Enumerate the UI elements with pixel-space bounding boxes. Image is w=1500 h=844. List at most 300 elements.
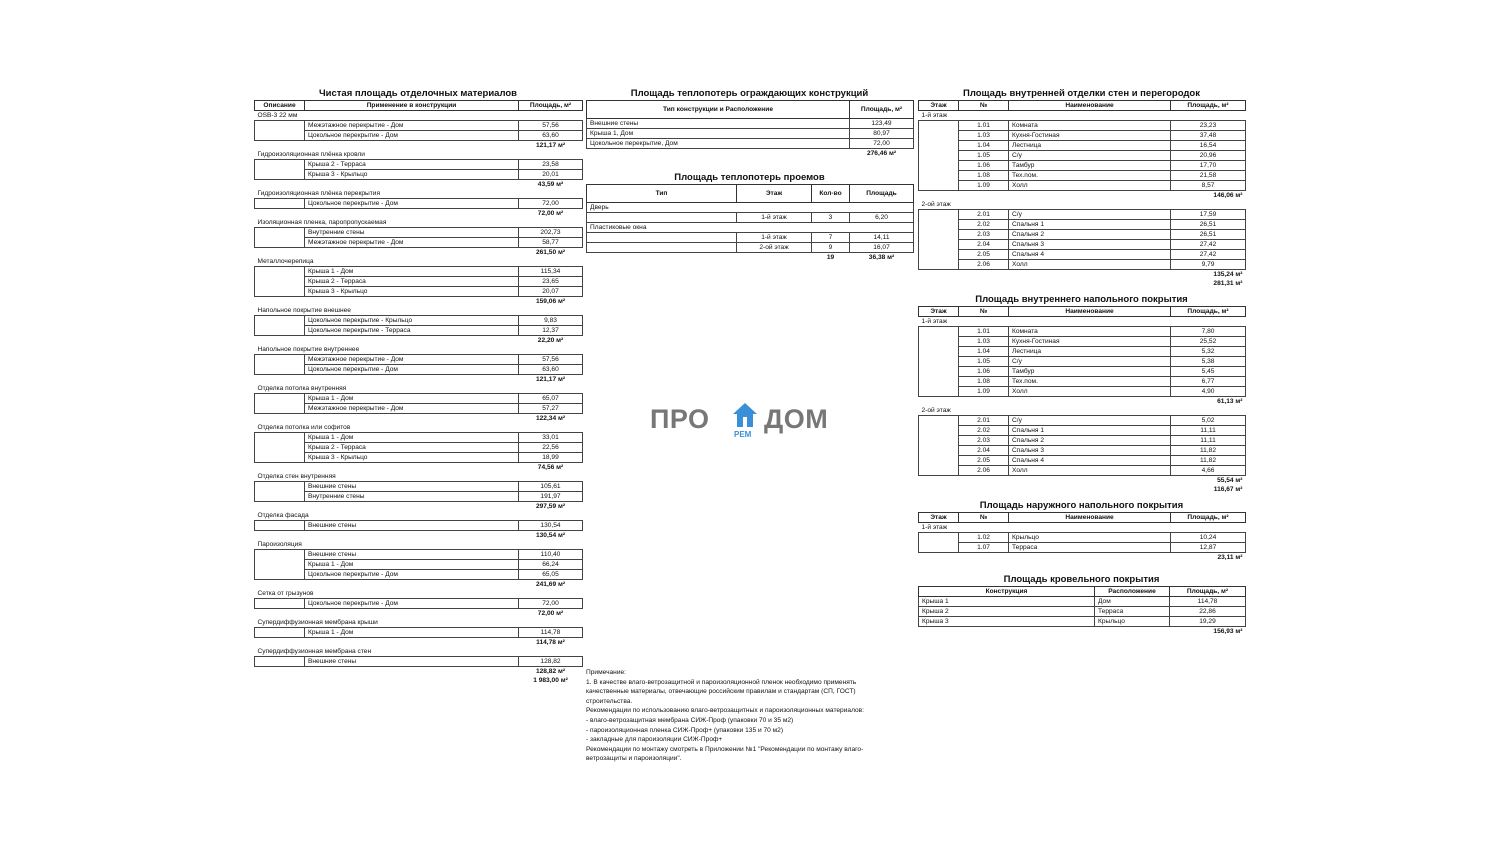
area-cell: 17,59 xyxy=(1171,210,1246,220)
area-cell: 5,32 xyxy=(1171,347,1246,357)
blank-cell xyxy=(255,228,305,238)
table-row xyxy=(587,213,914,223)
usage-cell: Цокольное перекрытие - Дом xyxy=(305,365,519,375)
blank-cell xyxy=(919,210,959,220)
table-row xyxy=(255,628,583,638)
usage-cell: Цокольное перекрытие - Дом xyxy=(305,199,519,209)
room-number: 1.09 xyxy=(959,387,1009,397)
area-cell: 202,73 xyxy=(519,228,583,238)
group-total-row xyxy=(255,180,583,190)
area-cell: 110,40 xyxy=(519,550,583,560)
room-name: Спальня 2 xyxy=(1009,436,1171,446)
area-cell: 114,78 xyxy=(1170,597,1246,607)
floor-total: 55,54 м² xyxy=(1217,477,1243,484)
blank-cell xyxy=(919,220,959,230)
material-name: Пароизоляция xyxy=(257,541,302,548)
opening-type: Пластиковые окна xyxy=(587,223,914,233)
usage-cell: Внешние стены xyxy=(305,482,519,492)
material-group xyxy=(255,111,583,121)
material-group xyxy=(255,589,583,599)
house-icon xyxy=(732,402,758,428)
room-number: 2.06 xyxy=(959,260,1009,270)
table-row xyxy=(255,453,583,463)
table-row xyxy=(587,233,914,243)
area-cell: 5,02 xyxy=(1171,416,1246,426)
group-total-row xyxy=(255,531,583,541)
usage-cell: Крыша 1 - Дом xyxy=(305,628,519,638)
blank-cell xyxy=(919,230,959,240)
area-cell: 19,29 xyxy=(1170,617,1246,627)
usage-cell: Внутренние стены xyxy=(305,492,519,502)
table-row xyxy=(255,404,583,414)
roof-title: Площадь кровельного покрытия xyxy=(1003,574,1160,585)
room-number: 2.04 xyxy=(959,240,1009,250)
construction-cell: Крыша 2 xyxy=(919,607,1095,617)
floor-group xyxy=(919,406,1246,416)
material-group xyxy=(255,345,583,355)
blank-cell xyxy=(255,160,305,170)
material-name: Отделка потолка внутренняя xyxy=(257,385,347,392)
materials-section xyxy=(254,88,582,685)
prodom-logo xyxy=(650,402,850,442)
area-cell: 20,07 xyxy=(519,287,583,297)
column-header: Площадь, м² xyxy=(1171,101,1246,111)
materials-table xyxy=(254,100,583,685)
note-line: - пароизоляционная пленка СИЖ-Проф+ (упаковки 135 и 70 м2) xyxy=(586,726,784,734)
table-row xyxy=(255,238,583,248)
blank-cell xyxy=(919,161,959,171)
floor-total: 146,06 м² xyxy=(1213,192,1243,199)
room-number: 2.02 xyxy=(959,426,1009,436)
room-number: 2.03 xyxy=(959,436,1009,446)
area-cell: 27,42 xyxy=(1171,250,1246,260)
blank-cell xyxy=(255,394,305,404)
area-cell: 80,97 xyxy=(850,129,914,139)
blank-cell xyxy=(255,628,305,638)
material-group xyxy=(255,189,583,199)
material-group xyxy=(255,647,583,657)
construction-cell: Крыша 3 xyxy=(919,617,1095,627)
room-name: Холл xyxy=(1009,260,1171,270)
table-row xyxy=(919,151,1246,161)
room-number: 1.05 xyxy=(959,151,1009,161)
area-cell: 22,56 xyxy=(519,443,583,453)
area-cell: 20,01 xyxy=(519,170,583,180)
area-cell: 7,80 xyxy=(1171,327,1246,337)
column-header: Площадь, м² xyxy=(850,101,914,119)
column-header: Расположение xyxy=(1095,587,1170,597)
blank-cell xyxy=(255,170,305,180)
table-row xyxy=(255,570,583,580)
table-row xyxy=(255,326,583,336)
note-line: - закладные для пароизоляции СИЖ-Проф+ xyxy=(586,736,723,744)
table-row xyxy=(255,443,583,453)
blank-cell xyxy=(919,347,959,357)
grand-total-row xyxy=(919,279,1246,288)
group-total: 122,34 м² xyxy=(535,415,566,422)
grand-total: 23,11 м² xyxy=(1217,554,1243,561)
floor-total: 61,13 м² xyxy=(1217,398,1243,405)
table-row xyxy=(587,139,914,149)
room-number: 1.08 xyxy=(959,377,1009,387)
room-number: 1.06 xyxy=(959,161,1009,171)
group-total: 128,82 м² xyxy=(535,668,566,675)
blank-cell xyxy=(255,365,305,375)
table-row xyxy=(919,387,1246,397)
column-header: Применение в конструкции xyxy=(305,101,519,111)
walls-title: Площадь внутренней отделки стен и перегородок xyxy=(963,88,1200,99)
room-name: Тех.пом. xyxy=(1009,171,1171,181)
material-group xyxy=(255,306,583,316)
column-header: Площадь, м² xyxy=(1171,513,1246,523)
material-name: Гидроизоляционная плёнка кровли xyxy=(257,151,365,158)
room-number: 2.03 xyxy=(959,230,1009,240)
blank-cell xyxy=(919,141,959,151)
table-row xyxy=(919,240,1246,250)
table-row xyxy=(919,466,1246,476)
column-header: Этаж xyxy=(919,513,959,523)
material-name: Отделка стен внутренняя xyxy=(257,473,336,480)
area-cell: 128,82 xyxy=(519,657,583,667)
floor-total: 135,24 м² xyxy=(1213,271,1243,278)
area-cell: 63,60 xyxy=(519,131,583,141)
material-name: Напольное покрытие внешнее xyxy=(257,307,351,314)
room-number: 2.05 xyxy=(959,250,1009,260)
heatloss-title: Площадь теплопотерь ограждающих конструкций xyxy=(630,88,869,99)
blank-cell xyxy=(255,482,305,492)
usage-cell: Крыша 2 - Терраса xyxy=(305,277,519,287)
usage-cell: Цокольное перекрытие - Терраса xyxy=(305,326,519,336)
table-row xyxy=(255,599,583,609)
blank-cell xyxy=(919,416,959,426)
material-name: Изоляционная пленка, паропропускаемая xyxy=(257,219,387,226)
column-header: Площадь, м² xyxy=(1171,307,1246,317)
location-cell: Крыльцо xyxy=(1095,617,1170,627)
table-row xyxy=(919,337,1246,347)
table-row xyxy=(919,533,1246,543)
room-name: Лестница xyxy=(1009,347,1171,357)
construction-cell: Внешние стены xyxy=(587,119,850,129)
area-cell: 37,48 xyxy=(1171,131,1246,141)
blank-cell xyxy=(919,436,959,446)
materials-title: Чистая площадь отделочных материалов xyxy=(318,88,518,99)
room-name: С/у xyxy=(1009,151,1171,161)
material-group xyxy=(255,423,583,433)
table-row xyxy=(919,327,1246,337)
walls-table xyxy=(918,100,1246,288)
count-cell: 3 xyxy=(812,213,850,223)
group-total-row xyxy=(255,209,583,219)
area-cell: 25,52 xyxy=(1171,337,1246,347)
column-header: № xyxy=(959,101,1009,111)
rooms-section xyxy=(918,88,1245,636)
blank-cell xyxy=(919,240,959,250)
usage-cell: Внешние стены xyxy=(305,550,519,560)
blank-cell xyxy=(255,131,305,141)
column-header: Описание xyxy=(255,101,305,111)
area-cell: 33,01 xyxy=(519,433,583,443)
blank-cell xyxy=(255,570,305,580)
table-row xyxy=(255,560,583,570)
room-name: Кухня-Гостиная xyxy=(1009,337,1171,347)
table-row xyxy=(919,446,1246,456)
room-name: Холл xyxy=(1009,466,1171,476)
openings-title: Площадь теплопотерь проемов xyxy=(674,172,825,183)
note-line: Примечание: xyxy=(586,669,626,676)
grand-total-row xyxy=(255,676,583,685)
heatloss-total: 276,46 м² xyxy=(866,150,897,157)
room-number: 1.01 xyxy=(959,121,1009,131)
blank-cell xyxy=(919,367,959,377)
table-row xyxy=(255,170,583,180)
usage-cell: Крыша 3 - Крыльцо xyxy=(305,170,519,180)
table-row xyxy=(255,160,583,170)
table-row xyxy=(587,243,914,253)
blank-cell xyxy=(255,326,305,336)
room-name: Лестница xyxy=(1009,141,1171,151)
blank-cell xyxy=(919,456,959,466)
column-header: Площадь, м² xyxy=(519,101,583,111)
area-cell: 22,86 xyxy=(1170,607,1246,617)
usage-cell: Межэтажное перекрытие - Дом xyxy=(305,238,519,248)
group-total-row xyxy=(255,336,583,346)
blank-cell xyxy=(919,337,959,347)
blank-cell xyxy=(255,560,305,570)
room-name: Спальня 1 xyxy=(1009,426,1171,436)
area-cell: 11,11 xyxy=(1171,436,1246,446)
material-name: Сетка от грызунов xyxy=(257,590,314,597)
blank-cell xyxy=(919,533,959,543)
area-cell: 191,97 xyxy=(519,492,583,502)
usage-cell: Крыша 3 - Крыльцо xyxy=(305,453,519,463)
area-cell: 23,65 xyxy=(519,277,583,287)
table-row xyxy=(919,121,1246,131)
blank-cell xyxy=(919,327,959,337)
material-name: Отделка фасада xyxy=(257,512,309,519)
column-header: Тип конструкции и Расположение xyxy=(587,101,850,119)
group-total-row xyxy=(255,248,583,258)
roof-total: 156,93 м² xyxy=(1213,628,1243,635)
column-header: Наименование xyxy=(1009,101,1171,111)
area-cell: 6,20 xyxy=(850,213,914,223)
count-cell: 7 xyxy=(812,233,850,243)
room-number: 2.04 xyxy=(959,446,1009,456)
blank-cell xyxy=(919,131,959,141)
area-cell: 16,54 xyxy=(1171,141,1246,151)
area-cell: 18,99 xyxy=(519,453,583,463)
total-row xyxy=(919,627,1246,637)
area-cell: 23,58 xyxy=(519,160,583,170)
area-cell: 114,78 xyxy=(519,628,583,638)
roof-table xyxy=(918,586,1246,636)
room-number: 2.06 xyxy=(959,466,1009,476)
area-cell: 105,61 xyxy=(519,482,583,492)
room-name: С/у xyxy=(1009,210,1171,220)
blank-cell xyxy=(255,599,305,609)
area-cell: 11,82 xyxy=(1171,446,1246,456)
area-cell: 23,23 xyxy=(1171,121,1246,131)
table-row xyxy=(255,365,583,375)
blank-cell xyxy=(255,521,305,531)
table-row xyxy=(587,119,914,129)
group-total-row xyxy=(255,375,583,385)
blank-cell xyxy=(255,199,305,209)
opening-group xyxy=(587,203,914,213)
room-name: С/у xyxy=(1009,357,1171,367)
blank-cell xyxy=(255,287,305,297)
material-name: Супердиффузионная мембрана стен xyxy=(257,648,372,655)
column-header: Площадь, м² xyxy=(1170,587,1246,597)
group-total: 121,17 м² xyxy=(535,142,566,149)
group-total-row xyxy=(255,667,583,677)
area-cell: 16,07 xyxy=(850,243,914,253)
room-name: С/у xyxy=(1009,416,1171,426)
table-row xyxy=(255,394,583,404)
table-row xyxy=(919,367,1246,377)
table-row xyxy=(255,355,583,365)
room-name: Кухня-Гостиная xyxy=(1009,131,1171,141)
room-name: Холл xyxy=(1009,387,1171,397)
table-row xyxy=(919,416,1246,426)
floor-name: 2-ой этаж xyxy=(921,407,951,414)
usage-cell: Цокольное перекрытие - Крыльцо xyxy=(305,316,519,326)
table-row xyxy=(919,543,1246,553)
blank-cell xyxy=(255,277,305,287)
floor-name: 1-й этаж xyxy=(921,524,948,531)
blank-cell xyxy=(919,121,959,131)
room-name: Спальня 4 xyxy=(1009,456,1171,466)
usage-cell: Крыша 1 - Дом xyxy=(305,394,519,404)
area-cell: 57,56 xyxy=(519,121,583,131)
area-cell: 4,66 xyxy=(1171,466,1246,476)
usage-cell: Внешние стены xyxy=(305,521,519,531)
column-header: Кол-во xyxy=(812,185,850,203)
usage-cell: Цокольное перекрытие - Дом xyxy=(305,131,519,141)
column-header: Тип xyxy=(587,185,737,203)
group-total-row xyxy=(255,414,583,424)
area-cell: 4,90 xyxy=(1171,387,1246,397)
table-row xyxy=(587,129,914,139)
room-number: 1.09 xyxy=(959,181,1009,191)
room-number: 2.05 xyxy=(959,456,1009,466)
floor-total-row xyxy=(919,191,1246,201)
material-group xyxy=(255,150,583,160)
grand-total-row xyxy=(919,553,1246,563)
construction-cell: Цокольное перекрытие, Дом xyxy=(587,139,850,149)
table-row xyxy=(919,131,1246,141)
room-number: 1.01 xyxy=(959,327,1009,337)
area-cell: 9,79 xyxy=(1171,260,1246,270)
table-row xyxy=(919,426,1246,436)
note-line: строительства. xyxy=(586,697,633,705)
group-total-row xyxy=(255,502,583,512)
blank-cell xyxy=(255,550,305,560)
room-number: 1.04 xyxy=(959,347,1009,357)
blank-cell xyxy=(919,250,959,260)
blank-cell xyxy=(255,492,305,502)
table-row xyxy=(919,141,1246,151)
room-number: 1.05 xyxy=(959,357,1009,367)
area-cell: 26,51 xyxy=(1171,230,1246,240)
material-group xyxy=(255,618,583,628)
grand-total-row xyxy=(919,485,1246,494)
floor-cell: 2-ой этаж xyxy=(737,243,812,253)
room-name: Спальня 2 xyxy=(1009,230,1171,240)
room-name: Холл xyxy=(1009,181,1171,191)
room-number: 1.04 xyxy=(959,141,1009,151)
floor-cell: 1-й этаж xyxy=(737,233,812,243)
construction-cell: Крыша 1, Дом xyxy=(587,129,850,139)
area-cell: 72,00 xyxy=(850,139,914,149)
table-row xyxy=(919,617,1246,627)
total-row xyxy=(587,149,914,159)
table-row xyxy=(255,121,583,131)
group-total: 72,00 м² xyxy=(537,210,564,217)
table-row xyxy=(255,267,583,277)
group-total: 261,50 м² xyxy=(535,249,566,256)
area-cell: 21,58 xyxy=(1171,171,1246,181)
grand-total: 281,31 м² xyxy=(1213,280,1243,287)
blank-cell xyxy=(255,267,305,277)
blank-cell xyxy=(919,466,959,476)
blank-cell xyxy=(919,357,959,367)
logo-sub-text: РЕМ xyxy=(734,430,752,439)
area-cell: 58,77 xyxy=(519,238,583,248)
material-group xyxy=(255,511,583,521)
blank-cell xyxy=(919,260,959,270)
room-number: 2.01 xyxy=(959,210,1009,220)
material-group xyxy=(255,218,583,228)
blank-cell xyxy=(255,657,305,667)
room-number: 1.03 xyxy=(959,337,1009,347)
table-row xyxy=(919,597,1246,607)
area-cell: 65,07 xyxy=(519,394,583,404)
blank-cell xyxy=(919,426,959,436)
room-number: 1.06 xyxy=(959,367,1009,377)
group-total: 74,56 м² xyxy=(537,464,564,471)
group-total-row xyxy=(255,297,583,307)
room-name: Комната xyxy=(1009,121,1171,131)
blank-cell xyxy=(255,355,305,365)
location-cell: Терраса xyxy=(1095,607,1170,617)
table-row xyxy=(255,550,583,560)
table-row xyxy=(255,316,583,326)
material-group xyxy=(255,540,583,550)
blank-cell xyxy=(255,316,305,326)
group-total: 297,59 м² xyxy=(535,503,566,510)
blank-cell xyxy=(255,121,305,131)
table-row xyxy=(255,199,583,209)
openings-total-count: 19 xyxy=(826,254,835,261)
area-cell: 5,45 xyxy=(1171,367,1246,377)
column-header: Наименование xyxy=(1009,307,1171,317)
room-number: 1.02 xyxy=(959,533,1009,543)
table-row xyxy=(919,456,1246,466)
group-total: 43,59 м² xyxy=(537,181,564,188)
blank-cell xyxy=(919,387,959,397)
table-row xyxy=(919,181,1246,191)
note-block xyxy=(586,668,906,764)
area-cell: 26,51 xyxy=(1171,220,1246,230)
group-total: 121,17 м² xyxy=(535,376,566,383)
room-name: Спальня 3 xyxy=(1009,240,1171,250)
column-header: Этаж xyxy=(919,101,959,111)
room-name: Тамбур xyxy=(1009,161,1171,171)
group-total-row xyxy=(255,580,583,590)
usage-cell: Крыша 2 - Терраса xyxy=(305,160,519,170)
group-total: 241,69 м² xyxy=(535,581,566,588)
table-row xyxy=(255,492,583,502)
